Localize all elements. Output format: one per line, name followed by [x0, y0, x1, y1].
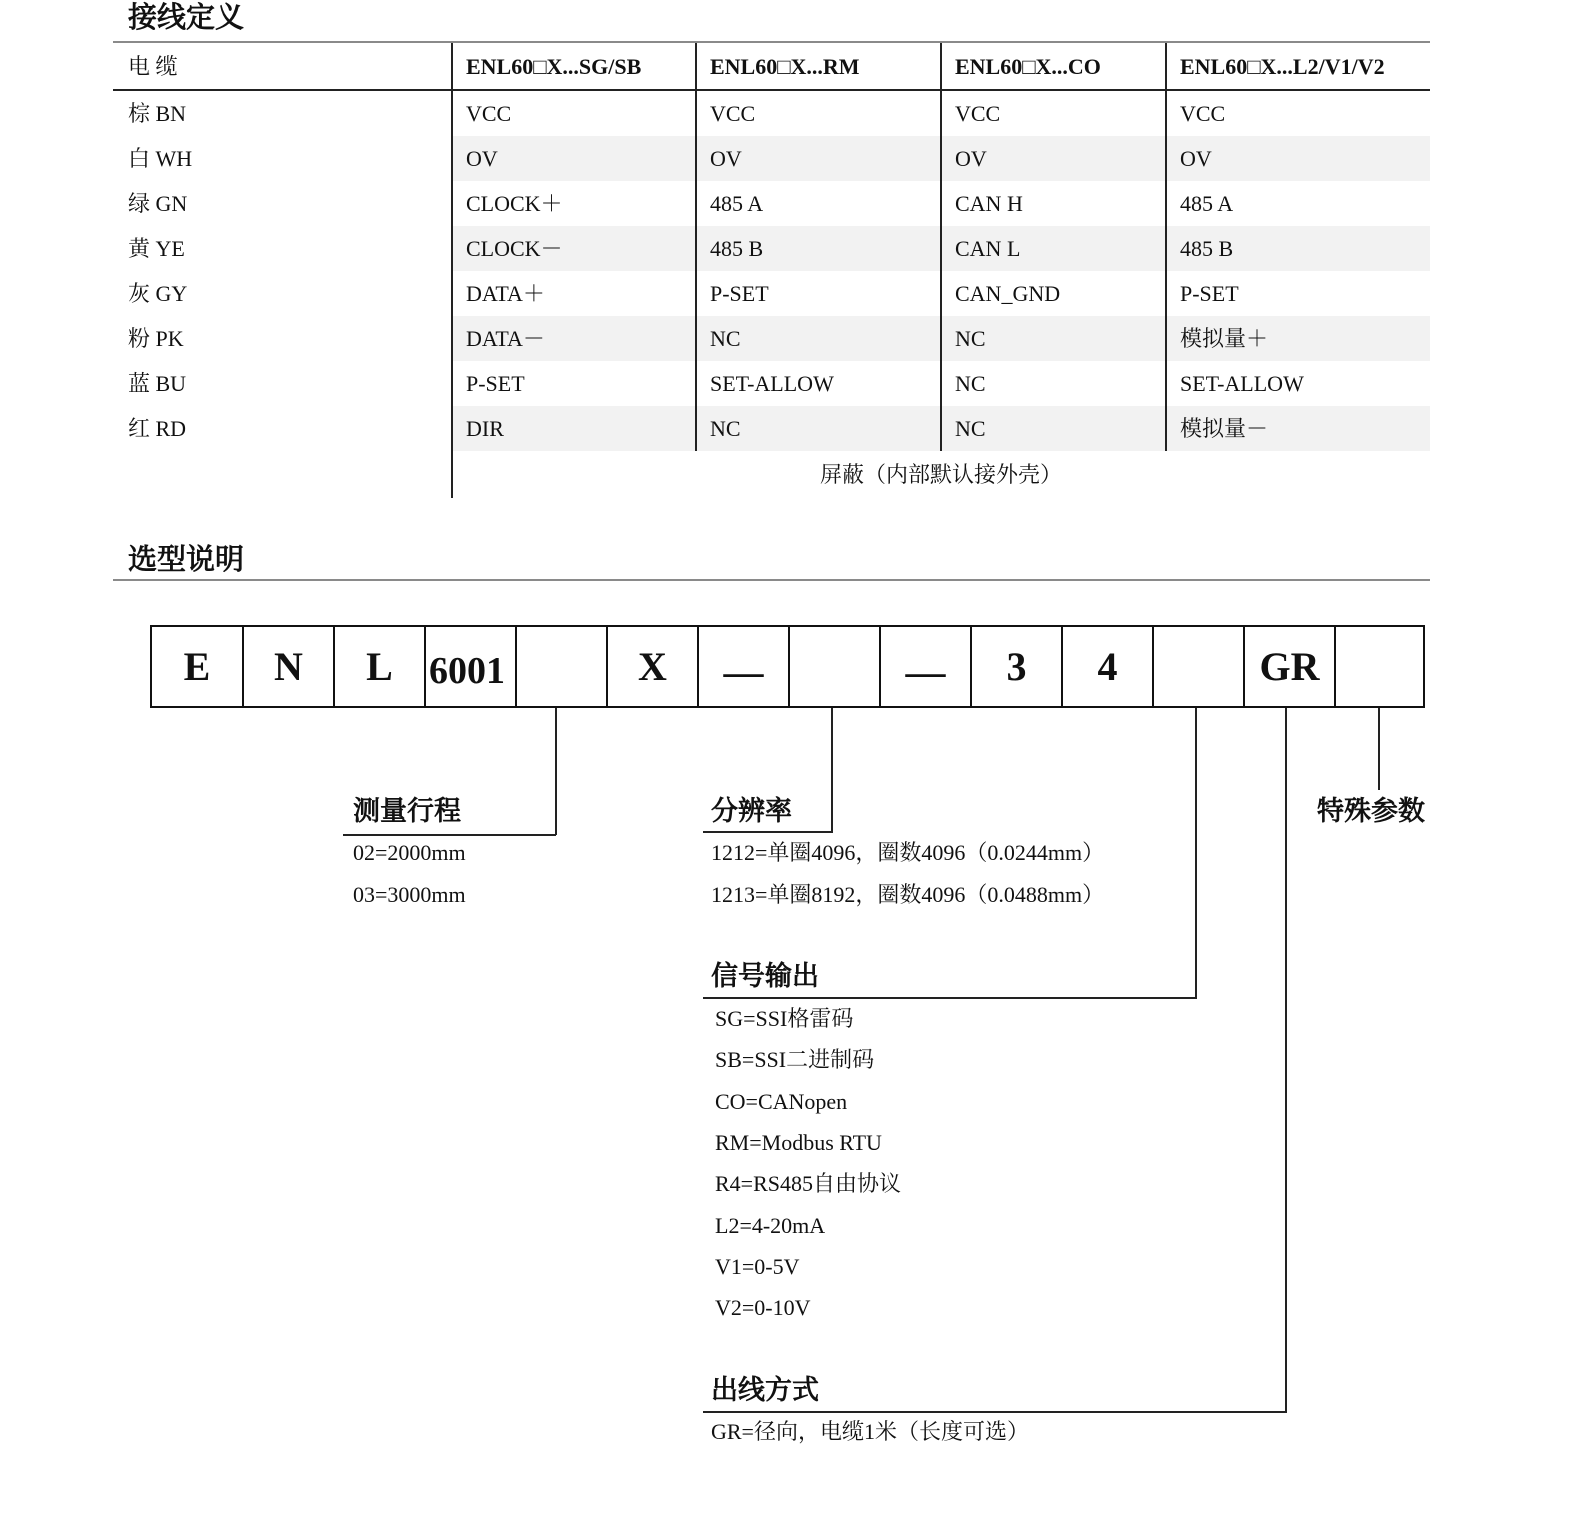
cable-color-cell: 棕 BN — [128, 101, 187, 126]
outlet-option: GR=径向，电缆1米（长度可选） — [711, 1419, 1029, 1444]
signal-option: V1=0-5V — [715, 1254, 800, 1279]
header-divider — [113, 89, 1430, 91]
signal-cell: 485 B — [710, 236, 764, 261]
resolution-option: 1213=单圈8192，圈数4096（0.0488mm） — [711, 882, 1105, 907]
code-box: N — [242, 625, 333, 708]
resolution-option: 1212=单圈4096，圈数4096（0.0244mm） — [711, 840, 1105, 865]
code-box — [1334, 625, 1425, 708]
signal-option: SB=SSI二进制码 — [715, 1047, 875, 1072]
cable-color-cell: 粉 PK — [128, 326, 184, 351]
column-divider — [695, 43, 697, 451]
code-box: L — [333, 625, 424, 708]
code-box: — — [879, 625, 970, 708]
code-box: E — [150, 625, 242, 708]
code-box — [1152, 625, 1243, 708]
signal-cell: NC — [710, 416, 741, 441]
signal-cell: 模拟量＋ — [1180, 326, 1269, 351]
connector-line — [1378, 708, 1380, 790]
signal-cell: NC — [955, 416, 986, 441]
cable-color-cell: 白 WH — [128, 146, 193, 171]
outlet-group-title: 出线方式 — [711, 1375, 819, 1406]
connector-line — [831, 708, 833, 832]
cable-color-cell: 黄 YE — [128, 236, 185, 261]
signal-cell: DIR — [466, 416, 504, 441]
signal-cell: CLOCK－ — [466, 236, 563, 261]
connector-line — [703, 831, 833, 833]
resolution-group-title: 分辨率 — [711, 796, 792, 827]
signal-cell: CAN H — [955, 191, 1023, 216]
signal-cell: OV — [1180, 146, 1212, 171]
header-co: ENL60□X...CO — [955, 54, 1101, 79]
connector-line — [1195, 708, 1197, 998]
signal-cell: CAN_GND — [955, 281, 1061, 306]
section-rule — [113, 579, 1430, 581]
range-option: 03=3000mm — [353, 882, 466, 907]
signal-cell: DATA＋ — [466, 281, 545, 306]
shield-note: 屏蔽（内部默认接外壳） — [819, 462, 1062, 487]
connector-line — [703, 997, 1197, 999]
code-box — [515, 625, 606, 708]
wiring-section-title: 接线定义 — [128, 0, 245, 34]
signal-cell: VCC — [466, 101, 512, 126]
signal-cell: SET-ALLOW — [710, 371, 834, 396]
cable-color-cell: 绿 GN — [128, 191, 188, 216]
cable-color-cell: 灰 GY — [128, 281, 188, 306]
signal-option: SG=SSI格雷码 — [715, 1006, 854, 1031]
signal-cell: 485 A — [710, 191, 764, 216]
signal-cell: NC — [710, 326, 741, 351]
special-group-title: 特殊参数 — [1317, 796, 1425, 827]
column-divider — [451, 43, 453, 498]
column-divider — [940, 43, 942, 451]
signal-cell: CAN L — [955, 236, 1021, 261]
signal-cell: OV — [466, 146, 498, 171]
signal-cell: 模拟量－ — [1180, 416, 1269, 441]
table-header-row — [113, 43, 1430, 89]
cable-color-cell: 蓝 BU — [128, 371, 187, 396]
signal-cell: 485 A — [1180, 191, 1234, 216]
code-box: 4 — [1061, 625, 1152, 708]
code-box: GR — [1243, 625, 1334, 708]
signal-cell: P-SET — [1180, 281, 1239, 306]
signal-option: RM=Modbus RTU — [715, 1130, 882, 1155]
connector-line — [703, 1411, 1287, 1413]
signal-cell: DATA－ — [466, 326, 545, 351]
selection-section-title: 选型说明 — [128, 542, 245, 576]
signal-option: L2=4-20mA — [715, 1213, 826, 1238]
connector-line — [555, 708, 557, 835]
signal-cell: P-SET — [710, 281, 769, 306]
code-box — [788, 625, 879, 708]
connector-line — [1285, 708, 1287, 1412]
signal-cell: OV — [710, 146, 742, 171]
signal-cell: NC — [955, 371, 986, 396]
header-sg-sb: ENL60□X...SG/SB — [466, 54, 642, 79]
code-box: — — [697, 625, 788, 708]
signal-cell: CLOCK＋ — [466, 191, 563, 216]
signal-cell: P-SET — [466, 371, 525, 396]
column-divider — [1165, 43, 1167, 451]
code-box: X — [606, 625, 697, 708]
signal-cell: VCC — [710, 101, 756, 126]
signal-cell: 485 B — [1180, 236, 1234, 261]
signal-cell: NC — [955, 326, 986, 351]
code-box: 3 — [970, 625, 1061, 708]
signal-cell: VCC — [955, 101, 1001, 126]
range-option: 02=2000mm — [353, 840, 466, 865]
signal-group-title: 信号输出 — [711, 961, 819, 992]
range-group-title: 测量行程 — [353, 796, 461, 827]
header-rm: ENL60□X...RM — [710, 54, 860, 79]
signal-option: V2=0-10V — [715, 1295, 811, 1320]
header-l2-v1-v2: ENL60□X...L2/V1/V2 — [1180, 54, 1385, 79]
connector-line — [343, 834, 556, 836]
code-box: 6001 — [424, 625, 515, 708]
signal-cell: VCC — [1180, 101, 1226, 126]
signal-cell: SET-ALLOW — [1180, 371, 1304, 396]
signal-option: CO=CANopen — [715, 1089, 848, 1114]
signal-option: R4=RS485自由协议 — [715, 1171, 901, 1196]
cable-color-cell: 红 RD — [128, 416, 187, 441]
signal-cell: OV — [955, 146, 987, 171]
header-cable: 电 缆 — [128, 54, 178, 79]
